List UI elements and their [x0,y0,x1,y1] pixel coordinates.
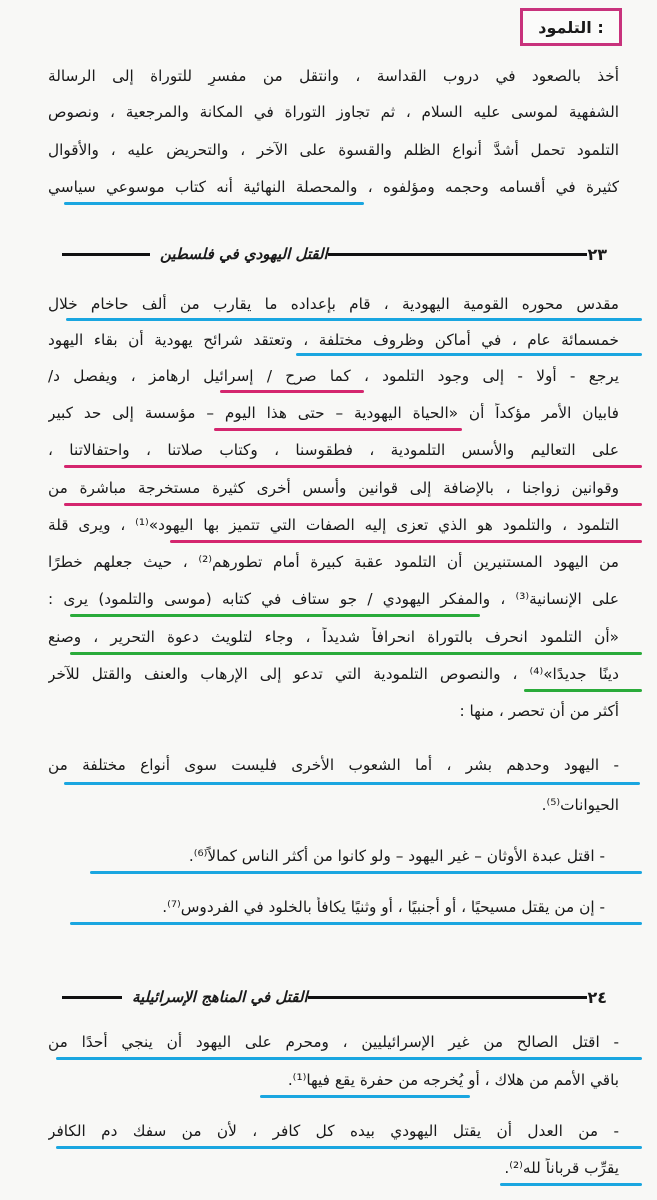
text-line: الشفهية لموسى عليه السلام ، ثم تجاوز التوراة في المكانة والمرجعية ، ونصوص [48,103,619,121]
bullet-marker: - [599,898,605,916]
highlight-underline [64,782,640,785]
section-title: التلمود : [538,17,604,37]
text-line: التلمود ، والتلمود هو الذي تعزى إليه الصفات التي تتميز بها اليهود»⁽¹⁾ ، ويرى قلة [48,516,619,534]
page-header [62,985,617,1009]
running-title: القتل اليهودي في فلسطين [160,245,328,263]
highlight-underline [170,540,642,543]
text-line: كثيرة في أقسامه وحجمه ومؤلفوه ، والمحصلة النهائية أنه كتاب موسوعي سياسي [48,178,619,196]
highlight-underline [214,428,462,431]
text-line: خمسمائة عام ، في أماكن وظروف مختلفة ، وتعتقد شرائح يهودية أن بقاء اليهود [48,331,619,349]
highlight-underline [64,465,642,468]
highlight-underline [56,1146,642,1149]
highlight-underline [524,689,642,692]
text-line: من اليهود المستنيرين أن التلمود عقبة كبيرة أمام تطورهم⁽²⁾ ، حيث جعلهم خطرًا [48,553,619,571]
text-line: أخذ بالصعود في دروب القداسة ، وانتقل من مفسرٍ للتوراة إلى الرسالة [48,67,619,85]
highlight-underline [90,871,642,874]
page-number: ٢٣ [587,244,607,264]
running-title: القتل في المناهج الإسرائيلية [132,988,308,1006]
text-line: أكثر من أن تحصر ، منها : [459,702,619,720]
highlight-underline [220,390,364,393]
bullet-line-cont: باقي الأمم من هلاك ، أو يُخرجه من حفرة يقع فيها⁽¹⁾. [287,1071,619,1089]
bullet-marker: - [613,1033,619,1051]
text-line: دينًا جديدًا»⁽⁴⁾ ، والنصوص التلمودية التي تدعو إلى الإرهاب والعنف والقتل للآخر [48,665,619,683]
bullet-text: إن من يقتل مسيحيًا ، أو أجنبيًا ، أو وثنيًا يكافأ بالخلود في الفردوس⁽⁷⁾. [162,898,595,916]
bullet-marker: - [613,756,619,774]
header-rule [62,996,122,999]
text-line: مقدس محوره القومية اليهودية ، قام بإعداده ما يقارب من ألف حاخام خلال [48,295,619,313]
text-line: على التعاليم والأسس التلمودية ، فطقوسنا ، وكتاب صلاتنا ، واحتفالاتنا ، [48,441,619,459]
highlight-underline [70,652,642,655]
highlight-underline [70,922,642,925]
bullet-line-cont: يقرِّب قرباناً لله⁽²⁾. [504,1159,619,1177]
header-rule [328,253,588,256]
header-rule [62,253,150,256]
bullet-line [48,1032,619,1052]
highlight-underline [66,318,642,321]
text-line: وقوانين زواجنا ، بالإضافة إلى قوانين وأسس أخرى كثيرة مستخرجة مباشرة من [48,479,619,497]
bullet-marker: - [599,847,605,865]
bullet-line [48,897,605,917]
highlight-underline [64,202,364,205]
highlight-underline [56,1057,642,1060]
bullet-line-cont: الحيوانات⁽⁵⁾. [541,796,619,814]
highlight-underline [296,353,642,356]
section-title-box [520,8,622,46]
bullet-marker: - [613,1122,619,1140]
text-line: «أن التلمود انحرف بالتوراة انحرافاً شديداً ، وجاء لتلويث دعوة التحرير ، وصنع [48,628,619,646]
text-line: يرجع - أولا - إلى وجود التلمود ، كما صرح / إسرائيل ارهامز ، ويفصل د/ [48,367,619,385]
highlight-underline [260,1095,470,1098]
text-line: التلمود تحمل أشدَّ أنواع الظلم والقسوة على الآخر ، والتحريض عليه ، والأقوال [48,141,619,159]
bullet-text: اقتل الصالح من غير الإسرائيليين ، ومحرم على اليهود أن ينجي أحدًا من [48,1033,600,1051]
header-rule [308,996,588,999]
text-line: على الإنسانية⁽³⁾ ، والمفكر اليهودي / جو ستاف في كتابه (موسى والتلمود) يرى : [48,590,619,608]
bullet-line [48,755,619,775]
bullet-text: اليهود وحدهم بشر ، أما الشعوب الأخرى فليست سوى أنواع مختلفة من [48,756,600,774]
bullet-line [48,846,605,866]
highlight-underline [500,1183,642,1186]
bullet-text: من العدل أن يقتل اليهودي بيده كل كافر ، لأن من سفك دم الكافر [48,1122,599,1140]
page-header [62,242,617,266]
highlight-underline [70,614,480,617]
highlight-underline [64,503,642,506]
text-line: فابيان الأمر مؤكداً أن «الحياة اليهودية – حتى هذا اليوم – مؤسسة إلى حد كبير [48,404,619,422]
bullet-text: اقتل عبدة الأوثان – غير اليهود – ولو كانوا من أكثر الناس كمالاً⁽⁶⁾. [188,847,595,865]
page-number: ٢٤ [587,987,607,1007]
bullet-line [48,1121,619,1141]
